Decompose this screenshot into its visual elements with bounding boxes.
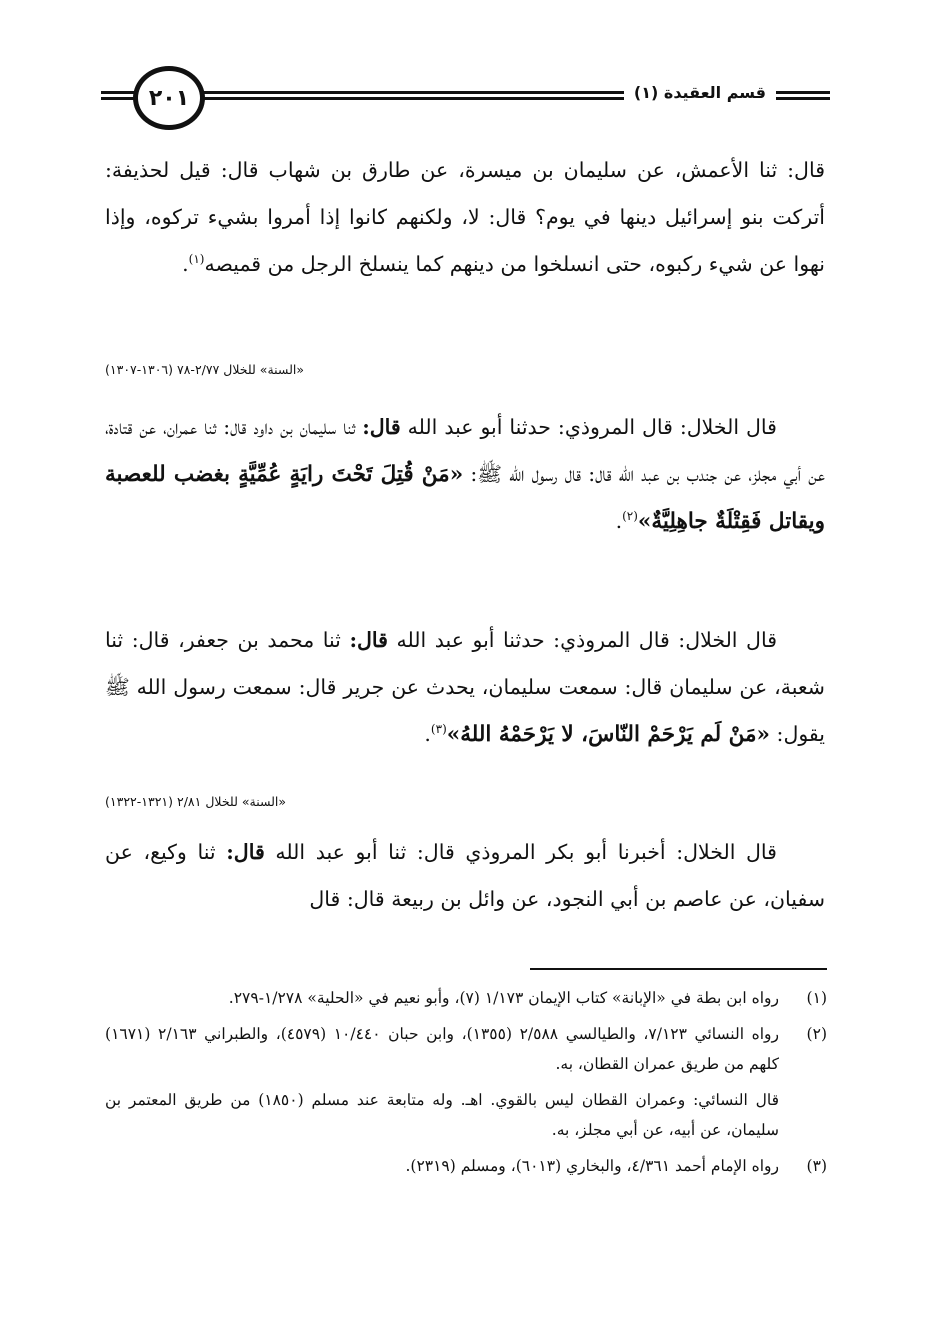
paragraph-2 xyxy=(105,404,825,545)
paragraph-lead: قال الخلال: قال المروذي: حدثنا أبو عبد الله xyxy=(407,415,777,439)
page-number-text: ٢٠١ xyxy=(148,85,190,111)
footnotes xyxy=(105,983,827,1187)
section-title: قسم العقيدة (١) xyxy=(624,78,776,108)
paragraph-text: ثنا وكيع، عن سفيان، عن عاصم بن أبي النجود، عن وائل بن ربيعة قال: قال xyxy=(105,840,825,911)
footnote-text: رواه ابن بطة في «الإبانة» كتاب الإيمان ١/١٧٣ (٧)، وأبو نعيم في «الحلية» ١/٢٧٨-٢٧٩. xyxy=(228,989,779,1007)
paragraph-text: ثنا سليمان بن داود قال: ثنا عمران، عن قتادة، عن أبي مجلز، عن جندب بن عبد الله قال: قال رسول الله ﷺ: xyxy=(105,415,825,486)
footnote-number: (٣) xyxy=(806,1157,827,1175)
footnote-text: رواه الإمام أحمد ٤/٣٦١، والبخاري (٦٠١٣)، ومسلم (٢٣١٩). xyxy=(405,1157,779,1175)
footnote-2 xyxy=(105,1019,827,1079)
paragraph-text: قال: ثنا الأعمش، عن سليمان بن ميسرة، عن طارق بن شهاب قال: قيل لحذيفة: أتركت بنو إسرائيل دينها في يوم؟ قال: لا، ولكنهم كانوا إذا أمروا بشيء تركوه، وإذا نهوا عن شيء ركبوه، حتى انسلخوا من دينهم كما ينسلخ الرجل من قميصه xyxy=(105,158,825,276)
paragraph-4 xyxy=(105,829,825,923)
footnote-separator xyxy=(530,968,827,970)
page-header xyxy=(95,62,830,138)
footnote-mark: (٢) xyxy=(622,509,638,524)
source-reference xyxy=(105,794,825,809)
footnote-text: رواه النسائي ٧/١٢٣، والطيالسي ٢/٥٨٨ (١٣٥٥)، وابن حبان ١٠/٤٤٠ (٤٥٧٩)، والطبراني ٢/١٦٣ (١٦٧١) كلهم من طريق عمران القطان، به. xyxy=(105,1025,779,1073)
paragraph-end: . xyxy=(615,509,623,533)
paragraph-1 xyxy=(105,147,825,288)
source-reference-text: «السنة» للخلال ٢/٨١ (١٣٢١-١٣٢٢) xyxy=(105,794,287,809)
hadith-text: «مَنْ لَم يَرْحَمْ النّاسَ، لا يَرْحَمْهُ اللهُ» xyxy=(446,722,770,747)
footnote-number: (٢) xyxy=(806,1025,827,1043)
footnote-mark: (١) xyxy=(188,252,205,267)
paragraph-text: ثنا محمد بن جعفر، قال: ثنا شعبة، عن سليمان قال: سمعت سليمان، يحدث عن جرير قال: سمعت رسول الله ﷺ يقول: xyxy=(105,628,825,746)
paragraph-end: . xyxy=(424,722,431,746)
hadith-text: «مَنْ قُتِلَ تَحْتَ رايَةٍ عُمِّيَّةٍ بغضب للعصبة ويقاتل فَقِتْلَةٌ جاهِلِيَّةٌ» xyxy=(105,462,825,534)
footnote-3 xyxy=(105,1151,827,1181)
paragraph-lead: قال الخلال: قال المروذي: حدثنا أبو عبد الله xyxy=(396,628,777,652)
qala-bold: قال: xyxy=(349,628,388,652)
source-reference-text: «السنة» للخلال ٢/٧٧-٧٨ (١٣٠٦-١٣٠٧) xyxy=(105,362,305,377)
footnote-note-text: قال النسائي: وعمران القطان ليس بالقوي. اهـ. وله متابعة عند مسلم (١٨٥٠) من طريق المعتمر بن سليمان، عن أبيه، عن أبي مجلز، به. xyxy=(105,1091,779,1139)
footnote-number: (١) xyxy=(806,989,827,1007)
paragraph-3 xyxy=(105,617,825,758)
page-number xyxy=(133,66,205,130)
qala-bold: قال: xyxy=(362,415,401,439)
paragraph-end: . xyxy=(182,252,189,276)
footnote-1 xyxy=(105,983,827,1013)
source-reference xyxy=(105,362,825,377)
paragraph-lead: قال الخلال: أخبرنا أبو بكر المروذي قال: ثنا أبو عبد الله xyxy=(275,840,777,864)
footnote-mark: (٣) xyxy=(430,722,447,737)
qala-bold: قال: xyxy=(226,840,265,864)
footnote-2-note xyxy=(105,1085,827,1145)
